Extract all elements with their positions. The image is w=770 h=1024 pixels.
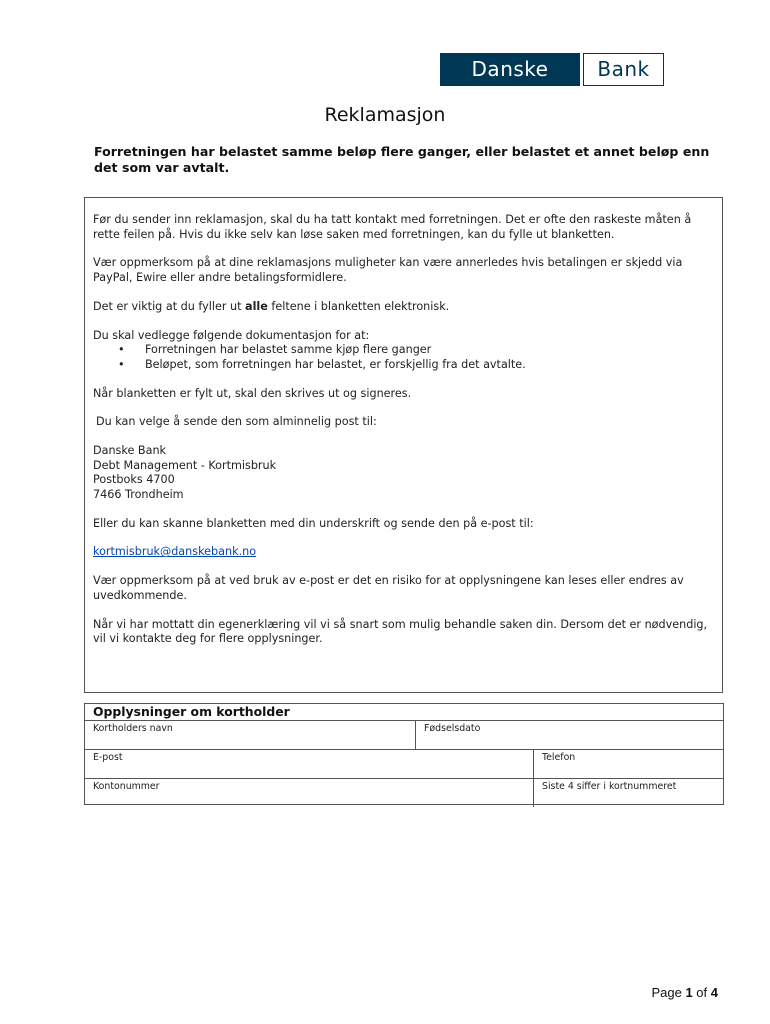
account-number-field[interactable]: Kontonummer bbox=[85, 779, 534, 807]
page-number bbox=[651, 985, 718, 1000]
document-subtitle: Forretningen har belastet samme beløp flere ganger, eller belastet et annet beløp enn det som var avtalt. bbox=[94, 144, 710, 175]
bullet-icon: • bbox=[118, 357, 125, 371]
card-last4-field[interactable]: Siste 4 siffer i kortnummeret bbox=[542, 781, 677, 792]
address-line: 7466 Trondheim bbox=[93, 487, 184, 501]
instruction-paragraph-fill-all bbox=[93, 300, 714, 315]
fill-all-bold-word: alle bbox=[245, 299, 268, 313]
address-line: Debt Management - Kortmisbruk bbox=[93, 458, 277, 472]
cardholder-heading: Opplysninger om kortholder bbox=[85, 704, 723, 721]
instruction-paragraph-paypal: Vær oppmerksom på at dine reklamasjons muligheter kan være annerledes hvis betalingen er skjedd via PayPal, Ewire eller andre betalingsformidlere. bbox=[93, 256, 683, 284]
instruction-paragraph-processing: Når vi har mottatt din egenerklæring vil vi så snart som mulig behandle saken din. Dersom det er nødvendig, vil vi kontakte deg for flere opplysninger. bbox=[93, 617, 708, 646]
logo-right-text: Bank bbox=[583, 53, 664, 86]
list-item bbox=[118, 357, 714, 373]
table-row bbox=[85, 779, 723, 807]
attachment-list bbox=[93, 343, 714, 372]
phone-field[interactable]: Telefon bbox=[542, 752, 576, 763]
logo-left-text: Danske bbox=[440, 53, 580, 86]
table-row bbox=[85, 721, 723, 750]
email-paragraph bbox=[93, 545, 714, 560]
cardholder-info-table bbox=[84, 703, 724, 805]
danske-bank-logo bbox=[440, 53, 664, 86]
page-current: 1 bbox=[685, 985, 693, 1000]
instruction-paragraph-email-risk: Vær oppmerksom på at ved bruk av e-post er det en risiko for at opplysningene kan leses eller endres av uvedkommende. bbox=[93, 574, 684, 602]
fill-all-text-after: feltene i blanketten elektronisk. bbox=[267, 299, 450, 313]
instruction-paragraph-post: Du kan velge å sende den som alminnelig post til: bbox=[96, 415, 377, 429]
postal-address bbox=[93, 444, 714, 502]
page-word: Page bbox=[651, 985, 682, 1000]
instruction-paragraph-scan: Eller du kan skanne blanketten med din underskrift og sende den på e-post til: bbox=[93, 516, 534, 530]
address-line: Postboks 4700 bbox=[93, 473, 175, 487]
address-line: Danske Bank bbox=[93, 444, 167, 458]
table-row bbox=[85, 750, 723, 779]
of-word: of bbox=[696, 985, 708, 1000]
cardholder-name-field[interactable]: Kortholders navn bbox=[85, 721, 416, 749]
email-field[interactable]: E-post bbox=[85, 750, 534, 778]
email-link[interactable]: kortmisbruk@danskebank.no bbox=[93, 545, 257, 559]
instruction-paragraph-contact: Før du sender inn reklamasjon, skal du ha tatt kontakt med forretningen. Det er ofte den raskeste måten å rette feilen på. Hvis du ikke selv kan løse saken med forretningen, kan du fylle ut blanketten. bbox=[93, 213, 692, 241]
instructions-box bbox=[84, 197, 723, 693]
instruction-paragraph-sign: Når blanketten er fylt ut, skal den skrives ut og signeres. bbox=[93, 386, 412, 400]
bullet-icon: • bbox=[118, 343, 125, 357]
birth-date-field[interactable]: Fødselsdato bbox=[424, 723, 481, 734]
list-item-text: Forretningen har belastet samme kjøp flere ganger bbox=[145, 343, 432, 357]
document-title: Reklamasjon bbox=[324, 104, 446, 126]
page-total: 4 bbox=[710, 985, 718, 1000]
list-item bbox=[118, 343, 714, 358]
fill-all-text-before: Det er viktig at du fyller ut bbox=[93, 299, 246, 313]
instruction-paragraph-attachments: Du skal vedlegge følgende dokumentasjon for at: bbox=[93, 328, 370, 342]
list-item-text: Beløpet, som forretningen har belastet, er forskjellig fra det avtalte. bbox=[145, 357, 526, 371]
